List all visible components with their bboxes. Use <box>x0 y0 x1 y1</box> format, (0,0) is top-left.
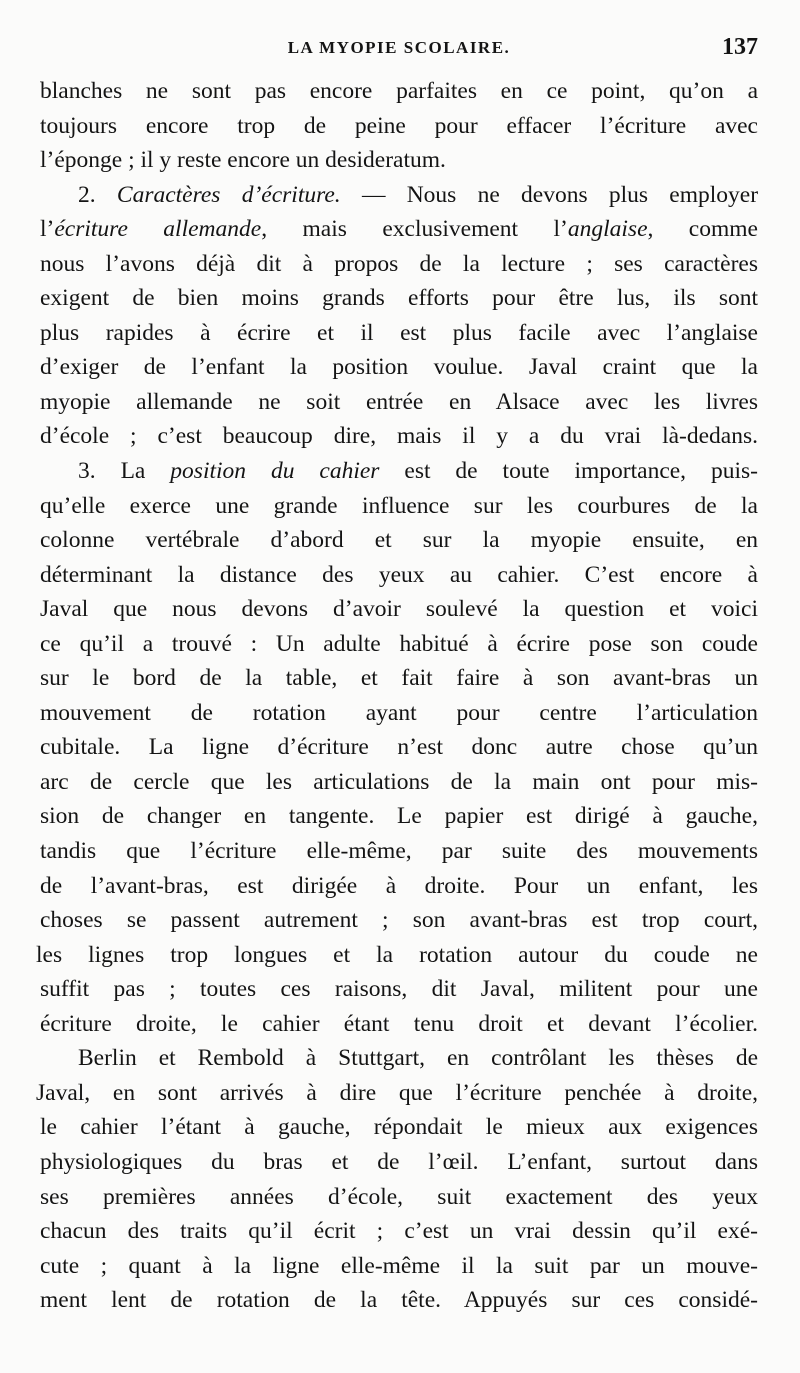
text-line: l’éponge ; il y reste encore un desideratum. <box>40 147 446 174</box>
running-head <box>40 34 758 64</box>
section-heading: Caractères d’écriture. <box>116 181 341 208</box>
text-run: — Nous ne devons plus employer <box>340 181 758 208</box>
text-line: Javal, en sont arrivés à dire que l’écriture penchée à droite, <box>36 1079 758 1106</box>
text-line: myopie allemande ne soit entrée en Alsace avec les livres <box>40 388 758 415</box>
text-line: les lignes trop longues et la rotation autour du coude ne <box>36 941 758 968</box>
section-number: 2. <box>78 181 96 208</box>
text-line: ment lent de rotation de la tête. Appuyés sur ces considé- <box>40 1287 758 1314</box>
text-line: ce qu’il a trouvé : Un adulte habitué à écrire pose son coude <box>40 630 758 657</box>
page-number: 137 <box>722 34 758 60</box>
emphasis-text: écriture allemande <box>54 216 262 243</box>
emphasis-text: anglaise <box>567 216 648 243</box>
text-run: , comme <box>647 216 758 243</box>
text-line: tandis que l’écriture elle-même, par suite des mouvements <box>40 838 758 865</box>
text-line: de l’avant-bras, est dirigée à droite. Pour un enfant, les <box>40 872 758 899</box>
text-line: ses premières années d’école, suit exactement des yeux <box>40 1183 758 1210</box>
text-line: écriture droite, le cahier étant tenu droit et devant l’écolier. <box>40 1010 758 1037</box>
text-line: chacun des traits qu’il écrit ; c’est un vrai dessin qu’il exé- <box>40 1218 758 1245</box>
text-line: sur le bord de la table, et fait faire à son avant-bras un <box>40 665 758 692</box>
text-line: déterminant la distance des yeux au cahier. C’est encore à <box>40 561 758 588</box>
section-heading: position du cahier <box>170 458 380 485</box>
text-line: choses se passent autrement ; son avant-bras est trop court, <box>40 907 758 934</box>
running-title: LA MYOPIE SCOLAIRE. <box>287 38 511 57</box>
text-line <box>40 454 758 489</box>
text-line: blanches ne sont pas encore parfaites en ce point, qu’on a <box>40 78 758 104</box>
text-run: est de toute importance, puis- <box>379 458 758 485</box>
text-line: sion de changer en tangente. Le papier est dirigé à gauche, <box>40 803 758 830</box>
text-line: colonne vertébrale d’abord et sur la myopie ensuite, en <box>40 527 758 554</box>
text-line: exigent de bien moins grands efforts pour être lus, ils sont <box>40 285 758 312</box>
text-line: Berlin et Rembold à Stuttgart, en contrôlant les thèses de <box>78 1045 758 1072</box>
text-line: toujours encore trop de peine pour effacer l’écriture avec <box>40 112 758 139</box>
text-line: nous l’avons déjà dit à propos de la lecture ; ses caractères <box>40 250 758 277</box>
text-line: cubitale. La ligne d’écriture n’est donc autre chose qu’un <box>40 734 758 761</box>
text-run: l’ <box>40 216 55 243</box>
text-run: 3. La <box>78 458 171 485</box>
body-text <box>36 74 758 1318</box>
text-line: cute ; quant à la ligne elle-même il la suit par un mouve- <box>40 1252 758 1279</box>
text-line: plus rapides à écrire et il est plus facile avec l’anglaise <box>40 319 758 346</box>
text-line: le cahier l’étant à gauche, répondait le mieux aux exigences <box>40 1114 758 1141</box>
text-line <box>40 178 758 213</box>
text-line: d’école ; c’est beaucoup dire, mais il y a du vrai là-dedans. <box>40 423 758 450</box>
text-line: d’exiger de l’enfant la position voulue. Javal craint que la <box>40 354 758 381</box>
text-line: arc de cercle que les articulations de la main ont pour mis- <box>40 768 758 795</box>
text-line: suffit pas ; toutes ces raisons, dit Javal, militent pour une <box>40 976 758 1003</box>
text-run: , mais exclusivement l’ <box>261 216 568 243</box>
text-line: physiologiques du bras et de l’œil. L’enfant, surtout dans <box>40 1148 758 1175</box>
text-line: mouvement de rotation ayant pour centre l’articulation <box>40 699 758 726</box>
text-line: qu’elle exerce une grande influence sur les courbures de la <box>40 492 758 519</box>
text-line <box>40 212 758 247</box>
text-line: Javal que nous devons d’avoir soulevé la question et voici <box>40 596 758 623</box>
